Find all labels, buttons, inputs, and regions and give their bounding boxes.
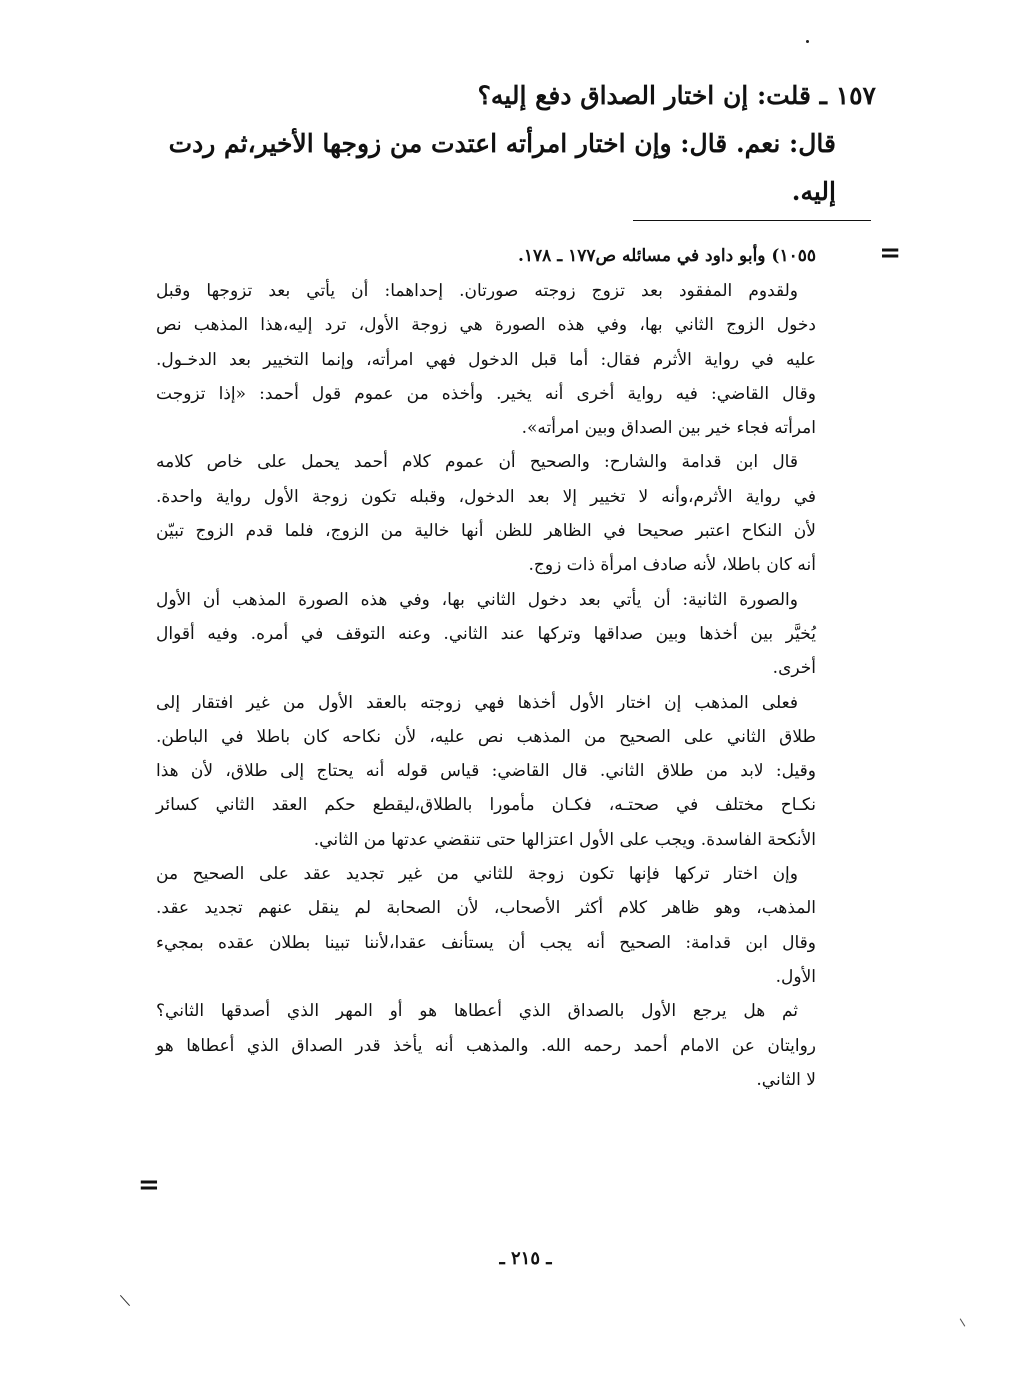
page-number: ـ ٢١٥ ـ — [499, 1248, 552, 1269]
text-line: والصورة الثانية: أن يأتي بعد دخول الثاني بها، وفي هذه الصورة المذهب أن الأول — [156, 589, 798, 610]
footnote-continuation-mark: = — [138, 1170, 158, 1200]
text-line: في رواية الأثرم،وأنه لا تخيير إلا بعد الدخول، وقبله تكون زوجة الأول رواية واحدة. — [156, 486, 816, 507]
scan-speck — [806, 40, 809, 43]
footnote-paragraph — [156, 274, 816, 445]
text-line: فعلى المذهب إن اختار الأول أخذها فهي زوجته بالعقد الأول من غير افتقار إلى — [156, 692, 798, 713]
footnote-paragraph — [156, 583, 816, 686]
text-line: وإن اختار تركها فإنها تكون زوجة للثاني من غير تجديد عقد على الصحيح من — [156, 864, 798, 885]
text-line: دخول الزوج الثاني بها، وفي هذه الصورة هي زوجة الأول، ترد إليه،هذا المذهب نص — [156, 315, 816, 336]
text-line: عليه في رواية الأثرم فقال: أما قبل الدخول فهي امرأته، وإنما التخيير بعد الدخـول. — [156, 349, 816, 370]
text-line: وقيل: لابد من طلاق الثاني. قال القاضي: قياس قوله أنه يحتاج إلى طلاق، لأن هذا — [156, 761, 816, 782]
text-line: روايتان عن الامام أحمد رحمه الله. والمذهب أنه يأخذ قدر الصداق الذي أعطاها هو — [156, 1035, 816, 1056]
text-line: الأول. — [775, 966, 816, 987]
footnote-block — [156, 238, 816, 1097]
text-line: أنه كان باطلا، لأنه صادف امرأة ذات زوج. — [528, 555, 816, 576]
footnote-separator — [633, 220, 871, 221]
text-line: طلاق الثاني على الصحيح من المذهب نص عليه، لأن نكاحه كان باطلا في الباطن. — [156, 726, 816, 747]
scan-scratch — [120, 1295, 130, 1306]
text-line: ثم هل يرجع الأول بالصداق الذي أعطاها هو أو المهر الذي أصدقها الثاني؟ — [156, 1001, 798, 1022]
text-line: ولقدوم المفقود بعد تزوج زوجته صورتان. إحداهما: أن يأتي بعد تزوجها وقبل — [156, 281, 798, 301]
text-line: امرأته فجاء خير بين الصداق وبين امرأته». — [521, 418, 816, 439]
text-line: قال ابن قدامة والشارح: والصحيح أن عموم كلام أحمد يحمل على خاص كلامه — [156, 452, 798, 473]
text-line: لا الثاني. — [756, 1069, 816, 1090]
footnote-paragraph — [156, 857, 816, 994]
answer-line: قال: نعم. قال: وإن اختار امرأته اعتدت من زوجها الأخير،ثم ردت — [168, 129, 836, 158]
text-line: يُخيَّر بين أخذها وبين صداقها وتركها عند الثاني. وعنه التوقف في أمره. وفيه أقوال — [156, 623, 816, 644]
question-line: ١٥٧ ـ قلت: إن اختار الصداق دفع إليه؟ — [477, 81, 876, 110]
answer-line-continued: إليه. — [791, 177, 836, 206]
text-line: المذهب، وهو ظاهر كلام أكثر الأصحاب، لأن الصحابة لم ينقل عنهم تجديد عقد. — [156, 898, 816, 919]
text-line: الأنكحة الفاسدة. ويجب على الأول اعتزالها حتى تنقضي عدتها من الثاني. — [313, 829, 816, 850]
footnote-mark-top: = — [879, 238, 899, 268]
footnote-paragraph — [156, 686, 816, 857]
text-line: لأن النكاح اعتبر صحيحا في الظاهر للظن أنها خالية من الزوج، فلما قدم الزوج تبيّن — [156, 521, 816, 542]
text-line: نكـاح مختلف في صحتـه، فكـان مأمورا بالطلاق،ليقطع حكم العقد الثاني كسائر — [156, 795, 816, 816]
footnote-paragraph — [156, 994, 816, 1097]
text-line: أخرى. — [772, 658, 816, 679]
question-block — [156, 72, 876, 216]
footnote-heading: ١٠٥٥) وأبو داود في مسائله ص١٧٧ ـ ١٧٨. — [517, 246, 816, 266]
text-line: وقال القاضي: فيه رواية أخرى أنه يخير. وأخذه من عموم قول أحمد: «إذا تزوجت — [156, 383, 816, 404]
text-line: وقال ابن قدامة: الصحيح أنه يجب أن يستأنف عقدا،لأننا تبينا بطلان عقده بمجيء — [156, 932, 816, 953]
scan-scratch — [960, 1318, 966, 1326]
footnote-paragraph — [156, 445, 816, 582]
